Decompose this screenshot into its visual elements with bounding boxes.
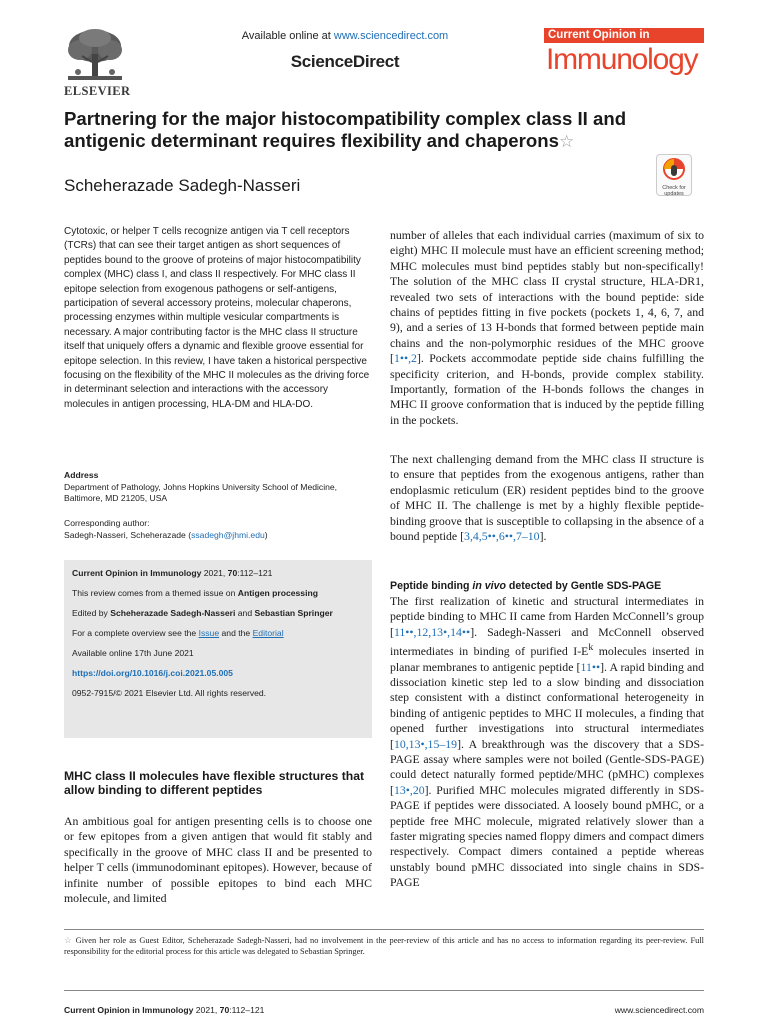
rp3-text-c: molecules inserted in planar membranes to antigenic peptide [ [390,644,704,674]
info-editors [72,608,362,619]
elsevier-tree-logo [64,26,126,84]
citation-link[interactable]: 10,13•,15–19 [393,736,458,751]
info-theme-prefix: This review comes from a themed issue on [72,588,238,598]
section-heading-mhc-flexibility: MHC class II molecules have flexible structures that allow binding to different peptides [64,769,365,798]
footer-url-link[interactable]: www.sciencedirect.com [614,1005,704,1015]
check-for-updates-badge[interactable] [656,154,692,196]
info-theme [72,588,362,599]
rp3-text-f: ]. Purified MHC molecules migrated differently in SDS-PAGE if peptides were dissociated. A loosely bound pMHC, or a peptide free MHC molecule, migrated relatively slower than a faster migrating species named floppy dimers and compact dimers respectively. Compact dimers contained a peptide whereas unstably bound pMHC dissociated into single chains in SDS-PAGE [390,782,704,890]
rp3-text-a: The first realization of kinetic and structural intermediates in peptide binding to MHC II came from Harden McConnell’s group [ [390,594,704,639]
info-available-date: Available online 17th June 2021 [72,648,194,658]
info-journal-ref [72,568,362,579]
info-editor-1: Scheherazade Sadegh-Nasseri [110,608,236,618]
info-edited-prefix: Edited by [72,608,111,618]
info-overview [72,628,362,639]
sciencedirect-brand[interactable]: ScienceDirect [290,52,400,71]
info-journal-volume: 70 [227,568,238,578]
footnote-text: Given her role as Guest Editor, Scheherazade Sadegh-Nasseri, had no involvement in the peer-review of this article and has no access to information regarding its peer-review. Full responsibility for the editorial process for this article was delegated to Sebastian Springer. [64,936,704,957]
subhead-text-b: detected by Gentle SDS-PAGE [505,580,662,592]
citation-link[interactable]: 11••,12,13•,14•• [393,624,471,639]
info-copyright: 0952-7915/© 2021 Elsevier Ltd. All rights reserved. [72,688,267,698]
article-info-box [64,560,372,738]
journal-logo-main: Immunology [546,43,698,76]
citation-link[interactable]: 1••,2 [393,351,417,366]
article-title [64,108,654,153]
info-editor-and: and [235,608,255,618]
subsection-heading-gentle-sds-page [390,580,704,592]
journal-logo[interactable] [544,28,704,82]
publisher-name: ELSEVIER [64,84,131,98]
footer-year: 2021, [193,1005,220,1015]
section-paragraph-1: An ambitious goal for antigen presenting cells is to choose one or few epitopes from a given antigen that would fit stably and specifically in the groove of MHC class II and be presented to helper T cells (immunodominant epitopes). However, because of infinite number of possible epitopes to bind each MHC molecule, and limited [64,814,372,906]
issue-link[interactable]: Issue [198,628,220,638]
rp1-text-a: number of alleles that each individual carries (maximum of six to eight) MHC II molecule must have an efficient screening method; MHC molecules must bind peptides stably but non-specifically! The solution of the MHC class II crystal structure, HLA-DR1, revealed two sets of interactions with the bound peptide: side chains of peptides fitting in five pockets (pockets 1, 4, 6, 7, and 9), and a series of 13 H-bonds that formed between peptide main chains and the non-polymorphic residues of the MHC groove [ [390,228,704,366]
article-author: Scheherazade Sadegh-Nasseri [64,176,301,195]
info-journal-pages: :112–121 [237,568,273,578]
footnote-divider [64,929,704,930]
info-journal-year: 2021, [201,568,228,578]
rp3-superscript: k [588,642,594,654]
subhead-text-a: Peptide binding [390,580,473,592]
right-paragraph-2 [390,452,704,544]
citation-link[interactable]: 13•,20 [393,782,425,797]
editor-footnote [64,935,704,958]
author-address [64,470,372,505]
rp2-text-a: The next challenging demand from the MHC class II structure is to ensure that peptides from the exogenous antigens, rather than endoplasmic reticulum (ER) resident peptides bind to the groove of MHC II. The challenge is met by a highly flexible peptide-binding groove that is susceptible to collapsing in the absence of a bound peptide [ [390,452,704,544]
footer-journal-name: Current Opinion in Immunology [64,1005,194,1015]
info-editor-2: Sebastian Springer [254,608,333,618]
editorial-link[interactable]: Editorial [252,628,284,638]
corresponding-label: Corresponding author: [64,518,150,528]
citation-link[interactable]: 3,4,5••,6••,7–10 [464,529,540,544]
footer-pages: :112–121 [229,1005,265,1015]
doi-link[interactable]: https://doi.org/10.1016/j.coi.2021.05.005 [72,668,233,678]
address-text: Department of Pathology, Johns Hopkins University School of Medicine, Baltimore, MD 21205, USA [64,481,338,504]
rp3-text-b: ]. Sadegh-Nasseri and McConnell observed intermediates in binding of purified I-E [390,624,704,659]
author-email-link[interactable]: ssadegh@jhmi.edu [191,529,265,540]
corresponding-line [64,530,372,542]
footer-volume: 70 [219,1005,230,1015]
info-overview-and: and the [219,628,253,638]
check-updates-line2: updates [664,191,684,197]
title-footnote-mark[interactable]: ☆ [558,132,575,151]
corresponding-author [64,518,372,541]
address-label: Address [64,470,99,480]
subhead-italic: in vivo [472,580,506,592]
check-updates-icon [663,158,685,180]
rp3-text-d: ]. A rapid binding and dissociation kinetic step led to a slow binding and dissociation step consistent with a distinct conformational heterogeneity in binding of antigenic peptides to MHC II molecules, a finding that opened further investigations into structural intermediates [ [390,659,704,751]
abstract: Cytotoxic, or helper T cells recognize antigen via T cell receptors (TCRs) that can see their target antigen as short sequences of peptides bound to the groove of proteins of major histocompatibility complex (MHC) class I, and class II respectively. For MHC class II epitope selection from exogenous pathogens or self-antigens, participation of several accessory proteins, molecular chaperons, processing enzymes within multiple vesicular compartments is necessary. A major contributing factor is the MHC class II structure itself that uniquely offers a dynamic and flexible groove essential for epitope selection. In this review, I have taken a historical perspective focusing on the flexibility of the MHC II molecules as the driving force in determinant selection and interactions with the accessory molecules in antigen processing, HLA-DM and HLA-DO. [64,226,370,410]
rp1-text-b: ]. Pockets accommodate peptide side chains fulfilling the specificity criterion, and H-bonds, provide complex stability. Importantly, formation of the H-bonds follows the changes in MHC II groove conformation that is induced by the peptide filling in the pockets. [390,351,704,427]
footer-journal-ref [64,1005,264,1015]
info-journal-name: Current Opinion in Immunology [72,568,202,578]
availability-line [200,30,490,42]
availability-prefix: Available online at [241,30,334,42]
corresponding-close: ) [264,529,268,540]
footer-divider [64,990,704,991]
footnote-mark: ☆ [64,936,73,945]
corresponding-name: Sadegh-Nasseri, Scheherazade ( [64,529,192,540]
check-updates-line1: Check for [662,185,686,191]
right-paragraph-1 [390,228,704,428]
journal-logo-top: Current Opinion in [544,28,704,43]
info-theme-name: Antigen processing [237,588,318,598]
sciencedirect-link[interactable]: www.sciencedirect.com [333,30,449,42]
right-paragraph-3 [390,594,704,891]
rp3-text-e: ]. A breakthrough was the discovery that a SDS-PAGE assay where samples were not boiled (Gentle-SDS-PAGE) could detect naturally formed peptide/MHC (pMHC) complexes [ [390,736,704,797]
rp2-text-b: ]. [539,529,547,544]
citation-link[interactable]: 11•• [580,659,601,674]
info-overview-prefix: For a complete overview see the [72,628,199,638]
article-title-text: Partnering for the major histocompatibility complex class II and antigenic determinant requires flexibility and chaperons [64,108,627,151]
